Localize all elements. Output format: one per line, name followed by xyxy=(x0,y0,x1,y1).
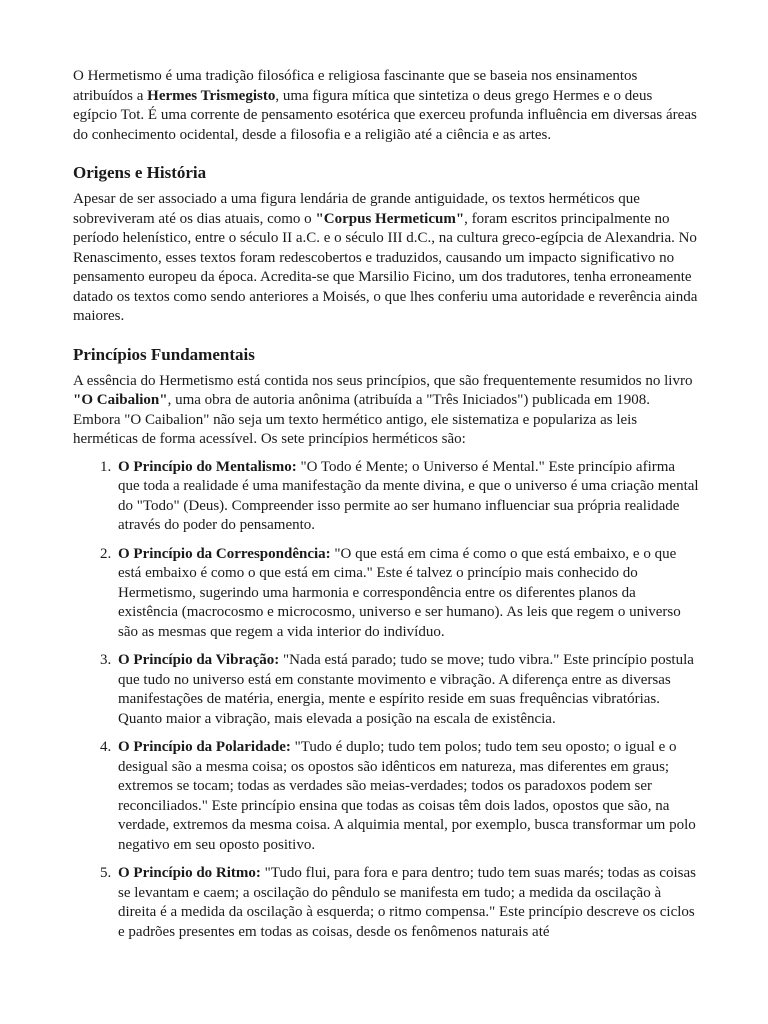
principle-title: O Princípio do Ritmo: xyxy=(118,865,261,881)
principles-paragraph xyxy=(73,372,699,450)
principle-item xyxy=(73,545,699,643)
principle-number: 2. xyxy=(100,545,112,562)
principle-title: O Princípio da Correspondência: xyxy=(118,545,331,562)
principle-item xyxy=(73,864,699,942)
intro-text-end: , uma figura mítica que sintetiza o deus grego Hermes e o deus egípcio Tot. É uma corrente de pensamento esotérica que exerceu profunda influência em diversas áreas do conhecimento ocidental, desde a filosofia e a religião até a ciência e as artes. xyxy=(73,87,697,143)
hermes-trismegisto-term: Hermes Trismegisto xyxy=(147,87,276,104)
principle-text: "Tudo é duplo; tudo tem polos; tudo tem seu oposto; o igual e o desigual são a mesma coisa; os opostos são idênticos em natureza, mas diferentes em graus; extremos se tocam; todas as verdades são meias-verdades; todos os paradoxos podem ser reconciliados." Este princípio ensina que todas as coisas têm dois lados, opostos que são, na verdade, extremos da mesma coisa. A alquimia mental, por exemplo, busca transformar um polo negativo em seu oposto positivo. xyxy=(118,739,696,853)
principle-title: O Princípio da Vibração: xyxy=(118,652,280,668)
origins-text-start: Apesar de ser associado a uma figura lendária de grande antiguidade, os textos herméticos que sobreviveram até os dias atuais, como o xyxy=(73,191,640,227)
principle-item xyxy=(73,458,699,536)
principles-text-start: A essência do Hermetismo está contida nos seus princípios, que são frequentemente resumidos no livro xyxy=(73,372,693,389)
principle-text: "Nada está parado; tudo se move; tudo vibra." Este princípio postula que tudo no universo está em constante movimento e vibração. A diferença entre as diversas manifestações de matéria, energia, mente e espírito reside em suas frequências vibratórias. Quanto maior a vibração, mais elevada a posição na escala de existência. xyxy=(118,652,694,727)
principle-number: 1. xyxy=(100,458,112,475)
principle-number: 5. xyxy=(100,865,112,881)
principle-title: O Princípio da Polaridade: xyxy=(118,739,291,755)
principles-text-end: , uma obra de autoria anônima (atribuída a "Três Iniciados") publicada em 1908. Embora "O Caibalion" não seja um texto hermético antigo, ele sistematiza e populariza as leis herméticas de forma acessível. Os sete princípios herméticos são: xyxy=(73,392,650,447)
principle-number: 3. xyxy=(100,652,112,668)
corpus-hermeticum-term: "Corpus Hermeticum" xyxy=(315,210,465,227)
intro-text-start: O Hermetismo é uma tradição filosófica e religiosa fascinante que se baseia nos ensinamentos atribuídos a xyxy=(73,68,638,104)
caibalion-term: "O Caibalion" xyxy=(73,392,168,408)
principles-heading: Princípios Fundamentais xyxy=(73,344,255,364)
principle-text: "O Todo é Mente; o Universo é Mental." Este princípio afirma que toda a realidade é uma manifestação da mente divina, e que o universo é uma criação mental do "Todo" (Deus). Compreender isso permite ao ser humano influenciar sua própria realidade através do poder do pensamento. xyxy=(118,458,699,533)
principle-item xyxy=(73,738,699,855)
document-body xyxy=(73,67,699,951)
intro-paragraph xyxy=(73,67,699,145)
principles-list xyxy=(73,458,699,943)
origins-text-end: , foram escritos principalmente no período helenístico, entre o século II a.C. e o século III d.C., na cultura greco-egípcia de Alexandria. No Renascimento, esses textos foram redescobertos e traduzidos, causando um impacto significativo no pensamento europeu da época. Acredita-se que Marsilio Ficino, um dos tradutores, tenha erroneamente datado os textos como sendo anteriores a Moisés, o que lhes conferiu uma autoridade e reverência ainda maiores. xyxy=(73,210,698,324)
principle-text: "O que está em cima é como o que está embaixo, e o que está embaixo é como o que está em cima." Este é talvez o princípio mais conhecido do Hermetismo, sugerindo uma harmonia e correspondência entre os diferentes planos da existência (macrocosmo e microcosmo, universo e ser humano). As leis que regem o universo são as mesmas que regem a vida interior do indivíduo. xyxy=(118,545,681,640)
origins-paragraph xyxy=(73,190,699,327)
principle-number: 4. xyxy=(100,739,112,755)
origins-heading: Origens e História xyxy=(73,163,207,182)
principle-item xyxy=(73,651,699,729)
principle-title: O Princípio do Mentalismo: xyxy=(118,458,297,475)
principle-text: "Tudo flui, para fora e para dentro; tudo tem suas marés; todas as coisas se levantam e caem; a oscilação do pêndulo se manifesta em tudo; a medida da oscilação à direita é a medida da oscilação à esquerda; o ritmo compensa." Este princípio descreve os ciclos e padrões presentes em todas as coisas, desde os fenômenos naturais até xyxy=(118,865,696,940)
